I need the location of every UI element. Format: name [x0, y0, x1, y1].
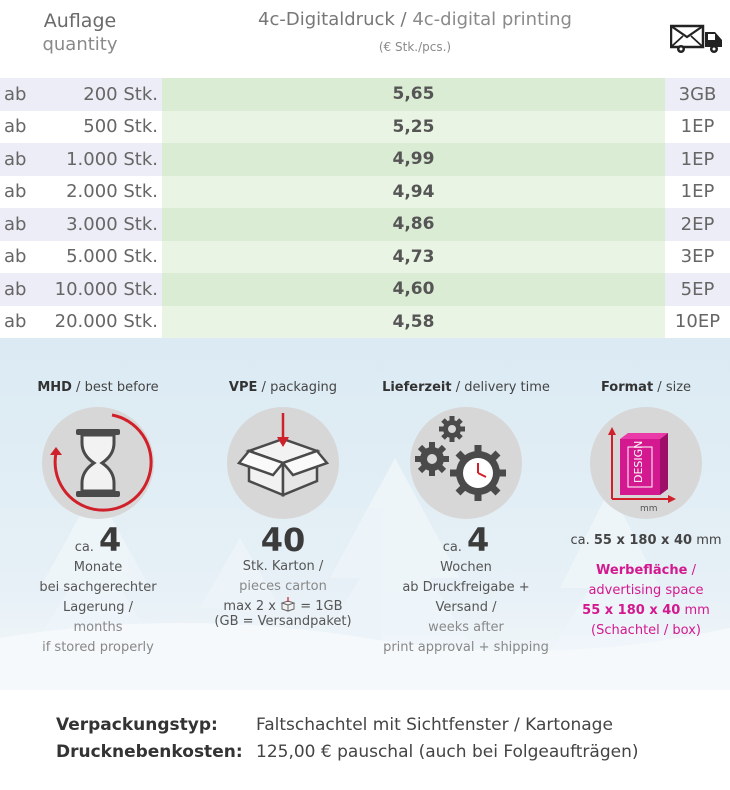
advertising-size: 55 x 180 x 40 mm: [582, 603, 710, 618]
price-table: [0, 78, 730, 338]
table-row: [0, 111, 730, 144]
delivery-condition: ab Druckfreigabe + Versand /: [402, 580, 530, 615]
row-shipping: 1EP: [680, 181, 715, 203]
vpe-title: VPE / packaging: [228, 380, 338, 395]
row-shipping: 3EP: [680, 246, 715, 268]
row-shipping: 1EP: [680, 148, 715, 170]
advertising-title: Werbefläche /: [596, 563, 696, 578]
row-quantity: 20.000 Stk.: [54, 311, 158, 333]
row-price: 4,58: [162, 306, 665, 339]
delivery-ca: ca.: [442, 540, 462, 555]
table-row: [0, 208, 730, 241]
price-unit: (€ Stk./pcs.): [378, 40, 452, 54]
row-shipping: 1EP: [680, 116, 715, 138]
row-shipping: 10EP: [674, 311, 721, 333]
advertising-note: (Schachtel / box): [591, 623, 701, 638]
vpe-unit-en: pieces carton: [239, 579, 327, 594]
quantity-header-en: quantity: [42, 34, 118, 55]
row-shipping: 2EP: [680, 213, 715, 235]
mm-label: mm: [640, 504, 658, 514]
delivery-column: [376, 380, 556, 658]
advertising-title-en: advertising space: [588, 583, 704, 598]
box-icon: [227, 407, 339, 519]
row-quantity: 200 Stk.: [83, 83, 158, 105]
format-title: Format / size: [600, 380, 692, 395]
format-column: [556, 380, 730, 641]
mhd-condition: bei sachgerechter Lagerung /: [39, 580, 157, 615]
row-prefix: ab: [4, 116, 27, 138]
mhd-column: [8, 380, 188, 658]
mhd-unit: Monate: [73, 560, 123, 575]
vpe-unit: Stk. Karton /: [242, 559, 324, 574]
format-size: ca. 55 x 180 x 40 mm: [570, 533, 722, 548]
print-costs-value: 125,00 € pauschal (auch bei Folgeaufträgen): [256, 742, 639, 762]
row-quantity: 1.000 Stk.: [66, 148, 158, 170]
row-prefix: ab: [4, 213, 27, 235]
packaging-type-row: [56, 712, 639, 739]
vpe-column: [193, 380, 373, 629]
row-price: 5,25: [162, 111, 665, 144]
table-row: [0, 306, 730, 339]
product-details: [56, 712, 639, 766]
mhd-value: 4: [99, 521, 122, 559]
mhd-condition-en: if stored properly: [42, 640, 154, 655]
row-quantity: 3.000 Stk.: [66, 213, 158, 235]
delivery-unit: Wochen: [440, 560, 492, 575]
price-header: 4c-Digitaldruck / 4c-digital printing (€ Stk./pcs.): [165, 8, 665, 58]
table-row: [0, 143, 730, 176]
vpe-note: (GB = Versandpaket): [214, 614, 352, 629]
row-quantity: 5.000 Stk.: [66, 246, 158, 268]
delivery-unit-en: weeks after: [428, 620, 504, 635]
packaging-type-value: Faltschachtel mit Sichtfenster / Kartonage: [256, 715, 613, 735]
print-costs-row: [56, 739, 639, 766]
mhd-circle: [42, 407, 154, 519]
mini-box-icon: [280, 597, 296, 613]
delivery-value: 4: [467, 521, 490, 559]
format-circle: [590, 407, 702, 519]
product-info-panel: [0, 338, 730, 690]
vpe-max: max 2 x = 1GB: [223, 599, 343, 614]
box-design-label: DESIGN: [632, 440, 645, 483]
row-quantity: 500 Stk.: [83, 116, 158, 138]
row-quantity: 10.000 Stk.: [54, 278, 158, 300]
quantity-header-de: Auflage: [43, 10, 117, 32]
delivery-title: Lieferzeit / delivery time: [382, 380, 550, 395]
row-shipping: 5EP: [680, 278, 715, 300]
delivery-circle: [410, 407, 522, 519]
row-quantity: 2.000 Stk.: [66, 181, 158, 203]
table-row: [0, 78, 730, 111]
row-price: 5,65: [162, 78, 665, 111]
table-row: [0, 273, 730, 306]
row-prefix: ab: [4, 278, 27, 300]
mhd-title: MHD / best before: [37, 380, 159, 395]
quantity-header: [0, 10, 160, 58]
mhd-ca: ca.: [74, 540, 94, 555]
product-box-icon: [590, 407, 702, 519]
price-header-en: 4c-digital printing: [412, 9, 572, 30]
row-price: 4,73: [162, 241, 665, 274]
row-price: 4,99: [162, 143, 665, 176]
row-prefix: ab: [4, 246, 27, 268]
row-prefix: ab: [4, 148, 27, 170]
gears-clock-icon: [410, 407, 522, 519]
mhd-unit-en: months: [73, 620, 123, 635]
row-price: 4,86: [162, 208, 665, 241]
table-row: [0, 241, 730, 274]
hourglass-icon: [42, 407, 154, 519]
delivery-truck-icon: [670, 22, 724, 54]
packaging-type-label: Verpackungstyp:: [56, 715, 218, 735]
vpe-value: 40: [260, 521, 306, 559]
row-shipping: 3GB: [678, 83, 717, 105]
table-header: [0, 0, 730, 75]
delivery-condition-en: print approval + shipping: [383, 640, 549, 655]
print-costs-label: Drucknebenkosten:: [56, 742, 243, 762]
price-header-de: 4c-Digitaldruck: [258, 9, 395, 30]
row-prefix: ab: [4, 181, 27, 203]
row-price: 4,60: [162, 273, 665, 306]
row-prefix: ab: [4, 311, 27, 333]
row-prefix: ab: [4, 83, 27, 105]
vpe-circle: [227, 407, 339, 519]
row-price: 4,94: [162, 176, 665, 209]
table-row: [0, 176, 730, 209]
